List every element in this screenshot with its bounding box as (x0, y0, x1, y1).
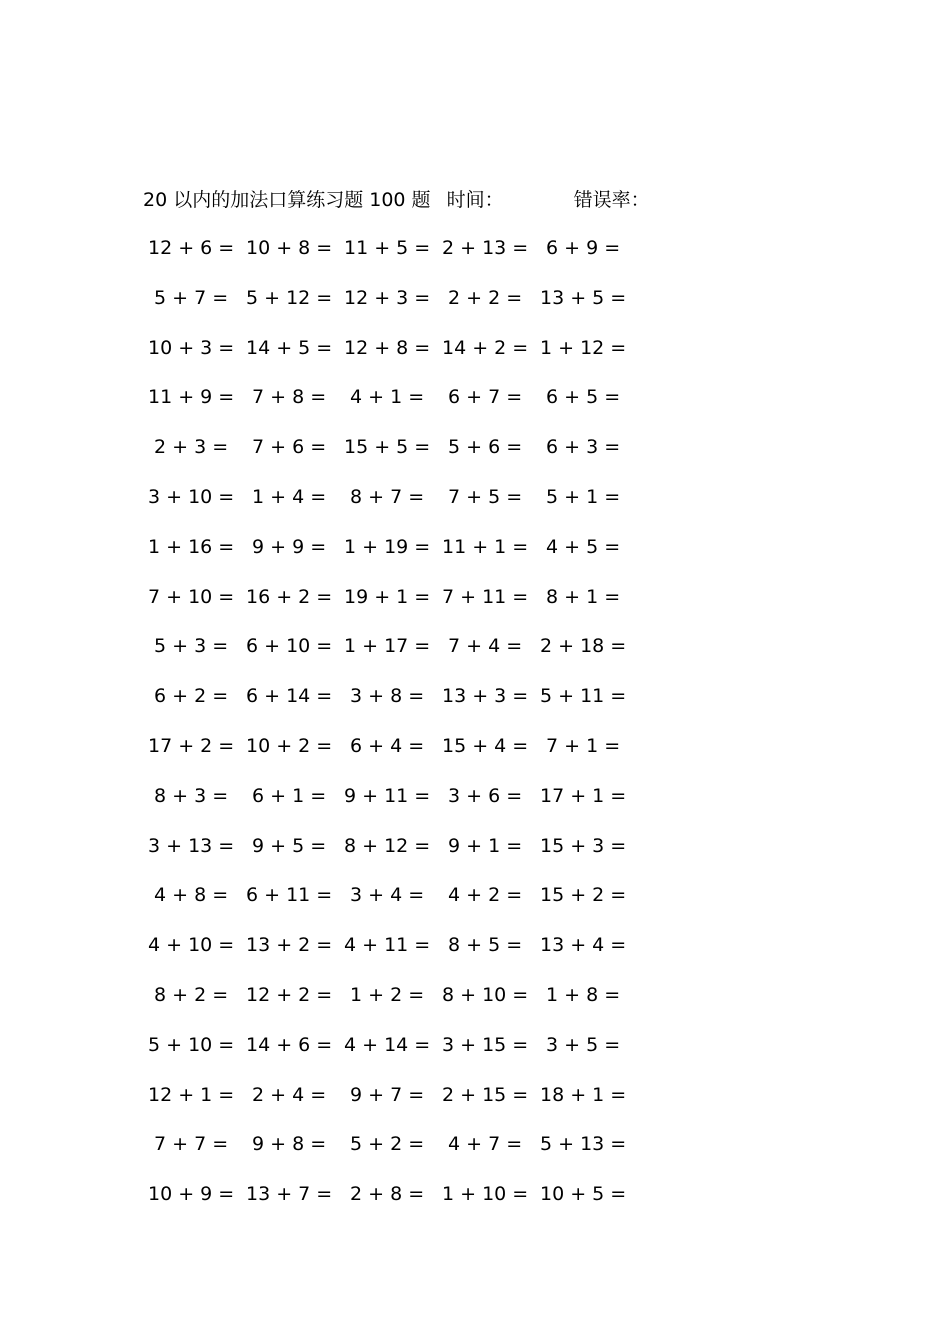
problem-item: 4 + 14 = (344, 1033, 431, 1056)
problem-item: 9 + 9 = (252, 535, 327, 558)
worksheet-title: 20 以内的加法口算练习题 100 题 (143, 189, 431, 211)
problem-item: 9 + 7 = (350, 1083, 425, 1106)
problem-item: 19 + 1 = (344, 585, 431, 608)
problem-item: 8 + 10 = (442, 983, 529, 1006)
problem-item: 6 + 3 = (546, 436, 621, 459)
problem-item: 1 + 2 = (350, 983, 425, 1006)
problem-item: 5 + 11 = (540, 685, 627, 708)
problem-item: 3 + 6 = (448, 784, 523, 807)
problem-item: 1 + 4 = (252, 485, 327, 508)
problem-item: 5 + 13 = (540, 1133, 627, 1156)
problem-item: 4 + 1 = (350, 386, 425, 409)
problem-item: 14 + 6 = (246, 1033, 333, 1056)
problem-item: 6 + 1 = (252, 784, 327, 807)
problem-item: 6 + 7 = (448, 386, 523, 409)
problem-item: 7 + 5 = (448, 485, 523, 508)
problem-item: 2 + 15 = (442, 1083, 529, 1106)
time-label: 时间： (446, 189, 504, 211)
problem-item: 15 + 5 = (344, 436, 431, 459)
problem-item: 4 + 8 = (154, 884, 229, 907)
problem-item: 8 + 1 = (546, 585, 621, 608)
problem-item: 5 + 3 = (154, 635, 229, 658)
worksheet-header (143, 188, 650, 212)
problem-item: 1 + 16 = (148, 535, 235, 558)
problem-item: 4 + 7 = (448, 1133, 523, 1156)
problem-item: 8 + 5 = (448, 934, 523, 957)
problem-item: 2 + 3 = (154, 436, 229, 459)
problem-item: 7 + 4 = (448, 635, 523, 658)
problem-item: 1 + 17 = (344, 635, 431, 658)
problem-item: 9 + 1 = (448, 834, 523, 857)
problem-item: 10 + 9 = (148, 1183, 235, 1206)
problem-item: 12 + 6 = (148, 237, 235, 259)
problem-item: 4 + 5 = (546, 535, 621, 558)
problem-item: 13 + 3 = (442, 685, 529, 708)
problem-item: 7 + 7 = (154, 1133, 229, 1156)
problem-item: 6 + 4 = (350, 734, 425, 757)
problem-item: 6 + 5 = (546, 386, 621, 409)
error-rate-label: 错误率： (573, 189, 650, 211)
problem-item: 6 + 9 = (546, 237, 621, 259)
problem-item: 1 + 19 = (344, 535, 431, 558)
problem-item: 5 + 2 = (350, 1133, 425, 1156)
problem-item: 2 + 8 = (350, 1183, 425, 1206)
problem-item: 2 + 2 = (448, 286, 523, 309)
problem-item: 13 + 4 = (540, 934, 627, 957)
problem-item: 2 + 4 = (252, 1083, 327, 1106)
problem-item: 3 + 13 = (148, 834, 235, 857)
problem-item: 15 + 2 = (540, 884, 627, 907)
problem-item: 7 + 10 = (148, 585, 235, 608)
problem-item: 15 + 3 = (540, 834, 627, 857)
problem-item: 3 + 4 = (350, 884, 425, 907)
problem-item: 5 + 7 = (154, 286, 229, 309)
problem-item: 10 + 3 = (148, 336, 235, 359)
problem-item: 7 + 1 = (546, 734, 621, 757)
problem-item: 5 + 1 = (546, 485, 621, 508)
problem-item: 7 + 6 = (252, 436, 327, 459)
problem-item: 5 + 10 = (148, 1033, 235, 1056)
problem-item: 8 + 12 = (344, 834, 431, 857)
problem-item: 6 + 14 = (246, 685, 333, 708)
problem-item: 17 + 1 = (540, 784, 627, 807)
problem-item: 10 + 8 = (246, 237, 333, 259)
problem-item: 10 + 5 = (540, 1183, 627, 1206)
problem-item: 14 + 5 = (246, 336, 333, 359)
problem-item: 3 + 10 = (148, 485, 235, 508)
problem-item: 13 + 5 = (540, 286, 627, 309)
problem-item: 7 + 11 = (442, 585, 529, 608)
problem-item: 1 + 12 = (540, 336, 627, 359)
problem-item: 1 + 10 = (442, 1183, 529, 1206)
problem-item: 3 + 8 = (350, 685, 425, 708)
problem-item: 12 + 3 = (344, 286, 431, 309)
problem-item: 11 + 9 = (148, 386, 235, 409)
problem-item: 2 + 18 = (540, 635, 627, 658)
problem-item: 8 + 3 = (154, 784, 229, 807)
problem-item: 3 + 15 = (442, 1033, 529, 1056)
problem-item: 1 + 8 = (546, 983, 621, 1006)
problem-item: 11 + 1 = (442, 535, 529, 558)
problem-item: 14 + 2 = (442, 336, 529, 359)
problem-item: 15 + 4 = (442, 734, 529, 757)
problem-item: 17 + 2 = (148, 734, 235, 757)
problem-item: 8 + 2 = (154, 983, 229, 1006)
problem-item: 6 + 11 = (246, 884, 333, 907)
problem-item: 2 + 13 = (442, 237, 529, 259)
problem-item: 9 + 8 = (252, 1133, 327, 1156)
problem-item: 12 + 1 = (148, 1083, 235, 1106)
problem-item: 6 + 2 = (154, 685, 229, 708)
problem-item: 9 + 11 = (344, 784, 431, 807)
problem-item: 13 + 7 = (246, 1183, 333, 1206)
problem-item: 4 + 10 = (148, 934, 235, 957)
problem-item: 16 + 2 = (246, 585, 333, 608)
problem-item: 4 + 11 = (344, 934, 431, 957)
problem-item: 3 + 5 = (546, 1033, 621, 1056)
problem-item: 5 + 6 = (448, 436, 523, 459)
problem-item: 9 + 5 = (252, 834, 327, 857)
problem-item: 7 + 8 = (252, 386, 327, 409)
problem-item: 4 + 2 = (448, 884, 523, 907)
problem-item: 8 + 7 = (350, 485, 425, 508)
problem-item: 13 + 2 = (246, 934, 333, 957)
problem-item: 6 + 10 = (246, 635, 333, 658)
problem-item: 11 + 5 = (344, 237, 431, 259)
problem-item: 10 + 2 = (246, 734, 333, 757)
problem-item: 5 + 12 = (246, 286, 333, 309)
problem-item: 12 + 2 = (246, 983, 333, 1006)
problem-item: 18 + 1 = (540, 1083, 627, 1106)
problem-item: 12 + 8 = (344, 336, 431, 359)
